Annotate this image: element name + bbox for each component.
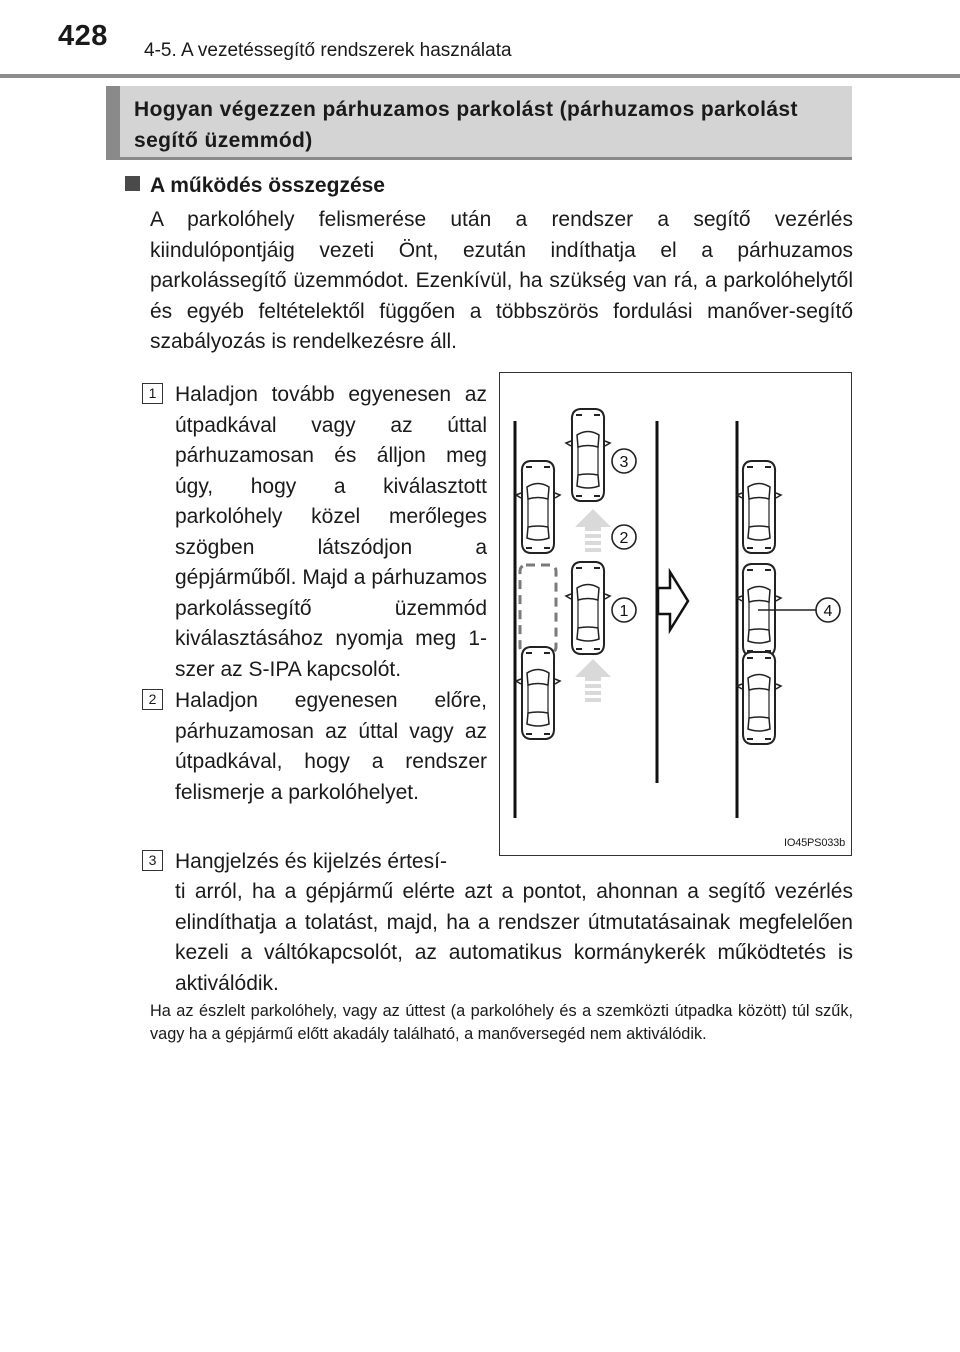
note-paragraph: Ha az észlelt parkolóhely, vagy az úttest (a parkolóhely és a szemközti útpadka között) túl szűk, vagy ha a gépjármű előtt akadály található, a manőversegéd nem aktiválódik. <box>150 1002 853 1043</box>
callout-1-label: 1 <box>619 603 629 620</box>
forward-arrow-upper-icon <box>575 509 611 552</box>
illustration-code: IO45PS033b <box>784 837 845 849</box>
parking-diagram <box>500 373 853 857</box>
step-text-1: Haladjon tovább egyenesen az útpadkával vagy az úttal párhuzamosan és álljon meg úgy, hogy a kiválasztott parkolóhely közel merőleges szögben látszódjon a gépjárműből. Majd a párhuzamos parkolássegítő üzemmód kiválasztásához nyomja meg 1-szer az S-IPA kapcsolót. <box>175 383 487 681</box>
square-bullet-icon <box>125 176 140 191</box>
parking-illustration <box>499 372 852 856</box>
subsection-heading <box>125 174 385 198</box>
step-text-3-rest: ti arról, ha a gépjármű elérte azt a pontot, ahonnan a segítő vezérlés elindíthatja a tolatást, majd, ha a rendszer útmutatásainak megfelelően kezeli a váltókapcsolót, az automatikus kormánykerék működtetés is aktiválódik. <box>175 880 853 995</box>
step-text-2: Haladjon egyenesen előre, párhuzamosan az úttal vagy az útpadkával, hogy a rendszer felismerje a parkolóhelyet. <box>175 689 487 804</box>
page-number: 428 <box>58 20 108 52</box>
parked-car-right-bottom-icon <box>737 652 781 744</box>
intro-paragraph: A parkolóhely felismerése után a rendszer a segítő vezérlés kiindulópontjáig vezeti Önt, ezután indíthatja el a párhuzamos parkolássegítő üzemmódot. Ezenkívül, ha szükség van rá, a parkolóhelytől és egyéb feltételektől függően a többszörös fordulási manőver-segítő szabályozás is rendelkezésre áll. <box>150 208 853 353</box>
step-number-1: 1 <box>142 383 163 404</box>
subsection-title: A működés összegzése <box>150 174 385 197</box>
forward-arrow-lower-icon <box>575 659 611 702</box>
callout-2-label: 2 <box>619 530 629 547</box>
parked-car-left-bottom-icon <box>516 647 560 739</box>
section-title: Hogyan végezzen párhuzamos parkolást (párhuzamos parkolást segítő üzemmód) <box>134 98 798 152</box>
section-title-box <box>106 86 852 160</box>
header-divider <box>0 74 960 78</box>
chapter-title: 4-5. A vezetéssegítő rendszerek használata <box>144 40 512 61</box>
target-parking-space <box>520 565 556 653</box>
callout-3-label: 3 <box>619 454 629 471</box>
own-car-position-1-icon <box>566 562 610 654</box>
parked-car-right-top-icon <box>737 461 781 553</box>
parked-car-left-top-icon <box>516 461 560 553</box>
step-text-3-first-line: Hangjelzés és kijelzés értesí- <box>175 850 447 873</box>
own-car-position-3-icon <box>566 409 610 501</box>
step-number-3: 3 <box>142 850 163 871</box>
transition-arrow-icon <box>658 572 688 630</box>
step-number-2: 2 <box>142 689 163 710</box>
callout-4-label: 4 <box>823 603 833 620</box>
